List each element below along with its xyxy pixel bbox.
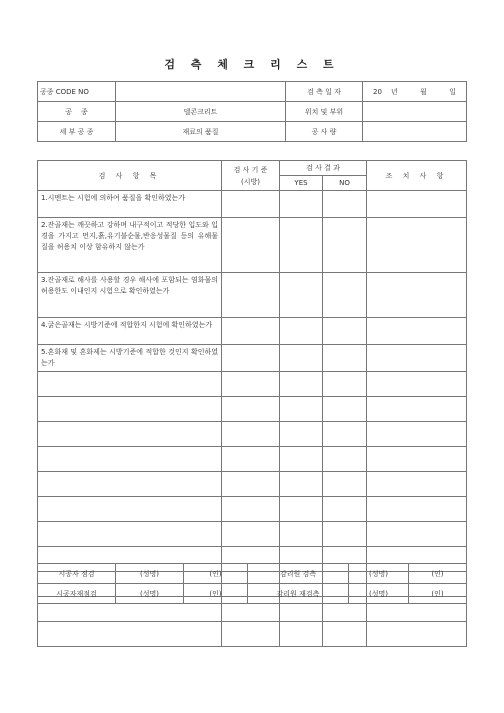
action-cell[interactable] [367,345,467,372]
checklist-row [38,422,467,447]
yes-cell[interactable] [280,497,323,522]
date-year: 20 [373,87,382,96]
yes-cell[interactable] [280,318,323,345]
date-day-unit: 일 [449,87,456,96]
checklist-item-text [38,447,222,472]
checklist-row [38,497,467,522]
yes-cell[interactable] [280,397,323,422]
standard-cell[interactable] [222,522,280,547]
action-cell[interactable] [367,472,467,497]
standard-cell[interactable] [222,273,280,318]
supervisor-recheck-name-field[interactable]: (성명) [349,584,409,604]
checklist-row [38,345,467,372]
standard-cell[interactable] [222,397,280,422]
supervisor-check-label: 감리원 검측 [248,564,349,584]
contractor-recheck-seal-field[interactable]: (인) [184,584,248,604]
detail-work-label: 세 부 공 종 [38,122,116,142]
standard-cell[interactable] [222,318,280,345]
action-cell[interactable] [367,273,467,318]
header-row-detail [38,122,467,142]
date-year-unit: 년 [390,87,398,96]
standard-cell[interactable] [222,472,280,497]
no-cell[interactable] [323,472,367,497]
supervisor-recheck-seal-field[interactable]: (인) [409,584,467,604]
code-label: 공종 CODE NO [38,82,116,102]
yes-cell[interactable] [280,522,323,547]
checklist-item-text: 2.잔골재는 깨끗하고 강하며 내구적이고 적당한 입도와 입경을 가지고 먼지,흙,유기불순물,반응성물질 등의 유해물질을 허용치 이상 함유하지 않는가 [38,218,222,273]
header-row-code [38,82,467,102]
checklist-row [38,472,467,497]
quantity-label: 공 사 량 [286,122,363,142]
col-action-header: 조 치 사 항 [367,161,467,191]
no-cell[interactable] [323,622,367,647]
col-no-header: NO [323,176,367,191]
supervisor-recheck-label: 감리원 재검측 [248,584,349,604]
action-cell[interactable] [367,622,467,647]
signature-row [38,584,467,604]
checklist-row [38,273,467,318]
yes-cell[interactable] [280,218,323,273]
yes-cell[interactable] [280,345,323,372]
contractor-name-field[interactable]: (성명) [116,564,184,584]
signature-row [38,564,467,584]
action-cell[interactable] [367,522,467,547]
no-cell[interactable] [323,497,367,522]
inspection-date-field[interactable] [363,82,467,102]
location-field[interactable] [363,102,467,122]
yes-cell[interactable] [280,472,323,497]
no-cell[interactable] [323,273,367,318]
action-cell[interactable] [367,397,467,422]
detail-work-value: 재료의 품질 [116,122,286,142]
checklist-row [38,318,467,345]
standard-cell[interactable] [222,372,280,397]
no-cell[interactable] [323,397,367,422]
col-item-header: 검 사 항 목 [38,161,222,191]
signature-table [37,563,467,604]
contractor-recheck-label: 시공자재점검 [38,584,116,604]
contractor-recheck-name-field[interactable]: (성명) [116,584,184,604]
checklist-item-text [38,372,222,397]
checklist-item-text [38,397,222,422]
col-result-header: 검 사 결 과 [280,161,367,176]
standard-cell[interactable] [222,622,280,647]
supervisor-seal-field[interactable]: (인) [409,564,467,584]
standard-cell[interactable] [222,218,280,273]
yes-cell[interactable] [280,273,323,318]
checklist-item-text [38,622,222,647]
standard-cell[interactable] [222,345,280,372]
checklist-item-text [38,522,222,547]
checklist-item-text: 3.잔골재로 해사를 사용할 경우 해사에 포함되는 염화물의 허용한도 이내인지 시험으로 확인하였는가 [38,273,222,318]
checklist-row [38,522,467,547]
no-cell[interactable] [323,218,367,273]
checklist-row [38,372,467,397]
checklist-head-row [38,161,467,176]
checklist-row [38,218,467,273]
yes-cell[interactable] [280,372,323,397]
col-standard-line1: 검 사 기 준 [233,165,268,174]
header-table [37,81,467,142]
no-cell[interactable] [323,318,367,345]
work-type-value: 델콘크리트 [116,102,286,122]
checklist-item-text: 5.혼화재 및 혼화제는 시방기준에 적합한 것인지 확인하였는가 [38,345,222,372]
document-title: 검 측 체 크 리 스 트 [164,58,340,71]
checklist-item-text: 1.시멘트는 시험에 의하여 품질을 확인하였는가 [38,191,222,218]
checklist-row [38,447,467,472]
no-cell[interactable] [323,345,367,372]
action-cell[interactable] [367,422,467,447]
checklist-row [38,622,467,647]
col-yes-header: YES [280,176,323,191]
col-standard-line2: (시방) [241,177,260,186]
checklist-item-text [38,472,222,497]
checklist-row [38,397,467,422]
inspection-date-label: 검 측 일 자 [286,82,363,102]
code-value-field[interactable] [116,82,286,102]
location-label: 위치 및 부위 [286,102,363,122]
no-cell[interactable] [323,522,367,547]
quantity-field[interactable] [363,122,467,142]
standard-cell[interactable] [222,191,280,218]
no-cell[interactable] [323,191,367,218]
contractor-seal-field[interactable]: (인) [184,564,248,584]
checklist-row [38,191,467,218]
standard-cell[interactable] [222,447,280,472]
work-type-label: 공 종 [38,102,116,122]
action-cell[interactable] [367,191,467,218]
no-cell[interactable] [323,422,367,447]
header-row-work-type [38,102,467,122]
standard-cell[interactable] [222,497,280,522]
action-cell[interactable] [367,447,467,472]
no-cell[interactable] [323,447,367,472]
yes-cell[interactable] [280,447,323,472]
checklist-item-text: 4.굵은골재는 시방기준에 적합한지 시험에 확인하였는가 [38,318,222,345]
no-cell[interactable] [323,372,367,397]
checklist-item-text [38,497,222,522]
action-cell[interactable] [367,318,467,345]
standard-cell[interactable] [222,422,280,447]
yes-cell[interactable] [280,622,323,647]
date-month-unit: 월 [420,87,427,96]
action-cell[interactable] [367,218,467,273]
action-cell[interactable] [367,497,467,522]
contractor-check-label: 시공자 점검 [38,564,116,584]
supervisor-name-field[interactable]: (성명) [349,564,409,584]
col-standard-header [222,161,280,191]
checklist-item-text [38,422,222,447]
yes-cell[interactable] [280,422,323,447]
yes-cell[interactable] [280,191,323,218]
action-cell[interactable] [367,372,467,397]
